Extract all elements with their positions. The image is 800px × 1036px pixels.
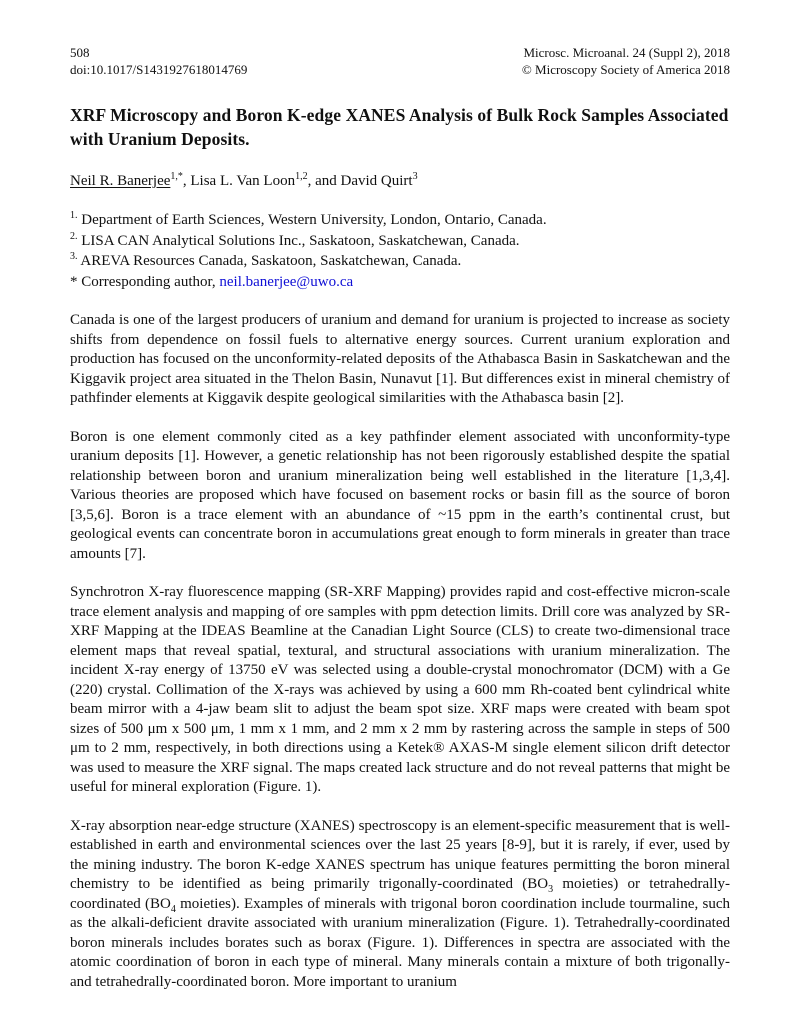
corresponding-author-line: * Corresponding author, neil.banerjee@uwo.ca bbox=[70, 273, 354, 290]
authors-line: Neil R. Banerjee$^{1,*}$, Lisa L. Van Loon$^{1,2}$, and David Quirt$^3$ bbox=[70, 171, 418, 189]
abstract-paragraph-3: Synchrotron X-ray fluorescence mapping (SR-XRF Mapping) provides rapid and cost-effective micron-scale trace element analysis and mapping of ore samples with ppm detection limits. Drill core was analyzed by SR-XRF Mapping at the IDEAS Beamline at the Canadian Light Source (CLS) to create two-dimensional trace element maps that reveal spatial, textural, and structural associations with uranium mineralization. The incident X-ray energy of 13750 eV was selected using a double-crystal monochromator (DCM) with a Ge (220) crystal. Collimation of the X-rays was achieved by using a 600 mm Rh-coated bent cylindrical white beam mirror with a 4-jaw beam slit to adjust the beam spot size. XRF maps were created with beam spot sizes of 500 μm x 500 μm, 1 mm x 1 mm, and 2 mm x 2 mm by rastering across the sample in steps of 500 μm to 2 mm, respectively, in both directions using a Ketek® AXAS-M single element silicon drift detector was used to measure the XRF signal. The maps created lack structure and do not reveal patterns that might be useful for mineral exploration (Figure. 1). bbox=[70, 584, 730, 795]
page-number: 508 bbox=[70, 45, 90, 60]
abstract-body bbox=[70, 311, 730, 992]
affiliation-2: $^{2.}$ LISA CAN Analytical Solutions Inc., Saskatoon, Saskatchewan, Canada. bbox=[70, 230, 520, 249]
abstract-paragraph-2: Boron is one element commonly cited as a key pathfinder element associated with unconformity-type uranium deposits [1]. However, a genetic relationship has not been rigorously established despite the spatial relationship between boron and uranium mineralization being well established in the literature [1,3,4]. Various theories are proposed which have focused on basement rocks or basin fill as the source of boron [3,5,6]. Boron is a trace element with an abundance of ~15 ppm in the earth’s continental crust, but geological events can concentrate boron in accumulations great enough to form minerals in greater than trace amounts [7]. bbox=[70, 428, 730, 562]
affiliation-3: $^{3.}$ AREVA Resources Canada, Saskatoon, Saskatchewan, Canada. bbox=[70, 251, 462, 269]
email-link[interactable]: neil.banerjee@uwo.ca bbox=[219, 273, 354, 290]
copyright-notice: © Microscopy Society of America 2018 bbox=[521, 62, 730, 77]
affiliation-1: $^{1.}$ Department of Earth Sciences, Western University, London, Ontario, Canada. bbox=[70, 210, 547, 228]
affiliations-block bbox=[70, 210, 730, 292]
journal-reference: Microsc. Microanal. 24 (Suppl 2), 2018 bbox=[523, 45, 730, 60]
doi: doi:10.1017/S1431927618014769 bbox=[70, 62, 248, 77]
journal-header bbox=[70, 44, 730, 78]
abstract-paragraph-1: Canada is one of the largest producers of uranium and demand for uranium is projected to increase as society shifts from dependence on fossil fuels to alternative energy sources. Current uranium exploration and production has focused on the unconformity-related deposits of the Athabasca Basin in Saskatchewan and the Kiggavik project area situated in the Thelon Basin, Nunavut [1]. But differences exist in mineral chemistry of pathfinder elements at Kiggavik despite geological similarities with the Athabasca basin [2]. bbox=[70, 312, 730, 406]
paper-title: XRF Microscopy and Boron K-edge XANES Analysis of Bulk Rock Samples Associated with Uranium Deposits. bbox=[70, 105, 729, 149]
abstract-paragraph-4: X-ray absorption near-edge structure (XANES) spectroscopy is an element-specific measurement that is well-established in earth and environmental sciences over the last 25 years [8-9], but it is rarely, if ever, used by the mining industry. The boron K-edge XANES spectrum has unique features permitting the boron mineral chemistry to be identified as being primarily trigonally-coordinated ($BO_3$ moieties) or tetrahedrally-coordinated ($BO_4$ moieties). Examples of minerals with trigonal boron coordination include tourmaline, such as the alkali-deficient dravite associated with uranium mineralization (Figure. 1). Tetrahedrally-coordinated boron minerals includes borates such as borax (Figure. 1). Differences in spectra are associated with the atomic coordination of boron in each type of mineral. Many minerals contain a mixture of both trigonally- and tetrahedrally-coordinated boron. More important to uranium bbox=[70, 817, 730, 990]
